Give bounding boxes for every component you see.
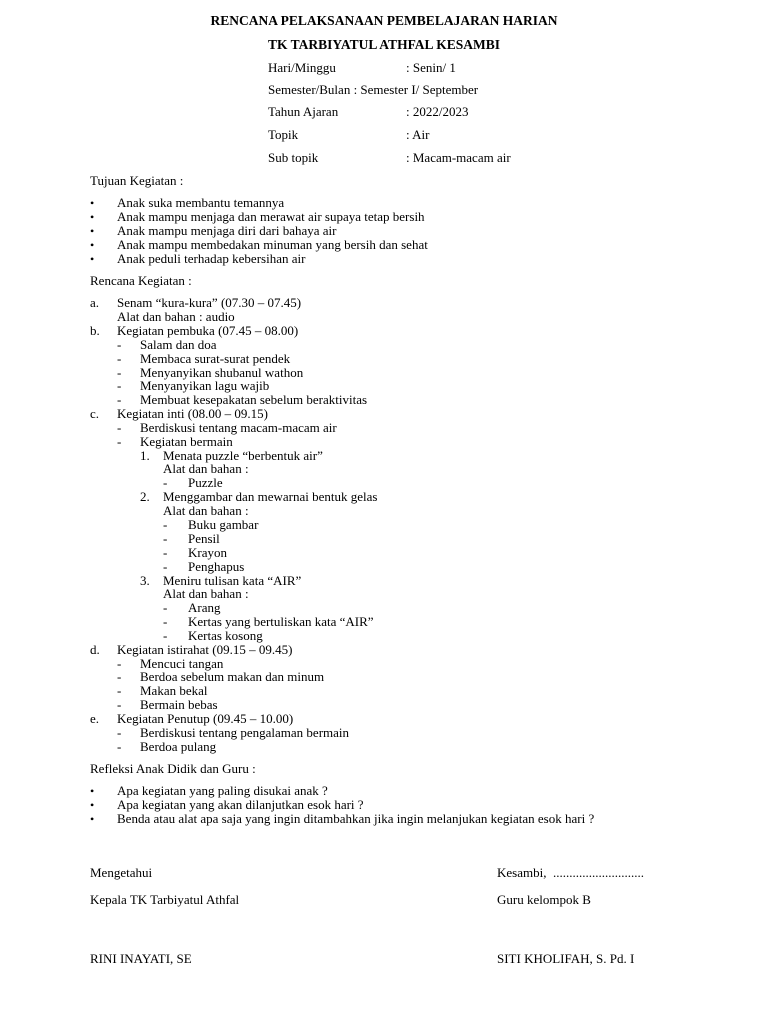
subtopik-label: Sub topik (268, 150, 319, 165)
activity-title: Senam “kura-kura” (07.30 – 07.45) (117, 295, 302, 310)
bullet-icon: • (90, 798, 95, 812)
bullet-icon: • (90, 210, 95, 224)
list-item: Makan bekal (140, 683, 208, 698)
activity-title: Kegiatan inti (08.00 – 09.15) (117, 406, 268, 421)
kepala-role: Kepala TK Tarbiyatul Athfal (90, 892, 240, 907)
dash-marker: - (163, 531, 168, 546)
school-name: TK TARBIYATUL ATHFAL KESAMBI (268, 37, 500, 52)
tujuan-item: Anak suka membantu temannya (117, 195, 285, 210)
refleksi-item: Apa kegiatan yang akan dilanjutkan esok hari ? (117, 797, 364, 812)
semester-line: Semester/Bulan : Semester I/ September (268, 82, 479, 97)
material-item: Puzzle (188, 475, 223, 490)
activity-material: Alat dan bahan : audio (117, 309, 235, 324)
list-marker: c. (90, 406, 100, 421)
dash-marker: - (163, 600, 168, 615)
rencana-heading: Rencana Kegiatan : (90, 273, 192, 288)
dash-marker: - (117, 683, 122, 698)
tujuan-heading: Tujuan Kegiatan : (90, 173, 184, 188)
material-item: Arang (188, 600, 221, 615)
material-item: Pensil (188, 531, 220, 546)
refleksi-item: Apa kegiatan yang paling disukai anak ? (117, 783, 328, 798)
dash-marker: - (117, 365, 122, 380)
place-date-line (497, 866, 644, 880)
dash-marker: - (163, 545, 168, 560)
list-marker: e. (90, 711, 100, 726)
sub-activity-title: Menggambar dan mewarnai bentuk gelas (163, 489, 378, 504)
list-marker: b. (90, 323, 100, 338)
list-item: Menyanyikan shubanul wathon (140, 365, 304, 380)
material-item: Buku gambar (188, 517, 259, 532)
refleksi-heading: Refleksi Anak Didik dan Guru : (90, 761, 256, 776)
activity-title: Kegiatan istirahat (09.15 – 09.45) (117, 642, 293, 657)
list-marker: 3. (140, 573, 150, 588)
material-item: Kertas yang bertuliskan kata “AIR” (188, 614, 374, 629)
mengetahui-label: Mengetahui (90, 865, 153, 880)
bullet-icon: • (90, 252, 95, 266)
list-marker: a. (90, 295, 100, 310)
topik-label: Topik (268, 127, 299, 142)
bullet-icon: • (90, 224, 95, 238)
list-item: Mencuci tangan (140, 656, 224, 671)
dash-marker: - (117, 378, 122, 393)
material-label: Alat dan bahan : (163, 503, 249, 518)
refleksi-item: Benda atau alat apa saja yang ingin ditambahkan jika ingin melanjukan kegiatan esok hari ? (117, 811, 595, 826)
list-item: Membuat kesepakatan sebelum beraktivitas (140, 392, 368, 407)
dash-marker: - (117, 725, 122, 740)
place-label: Kesambi, (497, 865, 547, 880)
list-item: Menyanyikan lagu wajib (140, 378, 270, 393)
dash-marker: - (117, 656, 122, 671)
bullet-icon: • (90, 238, 95, 252)
topik-value: : Air (406, 127, 430, 142)
dash-marker: - (163, 614, 168, 629)
bullet-icon: • (90, 196, 95, 210)
dash-marker: - (163, 517, 168, 532)
sub-activity-title: Meniru tulisan kata “AIR” (163, 573, 302, 588)
list-item: Salam dan doa (140, 337, 217, 352)
list-item: Berdiskusi tentang macam-macam air (140, 420, 337, 435)
dash-marker: - (117, 337, 122, 352)
list-item: Berdoa pulang (140, 739, 217, 754)
sub-activity-title: Menata puzzle “berbentuk air” (163, 448, 323, 463)
dash-marker: - (163, 559, 168, 574)
list-item: Berdoa sebelum makan dan minum (140, 669, 325, 684)
hari-value: : Senin/ 1 (406, 60, 456, 75)
document-title: RENCANA PELAKSANAAN PEMBELAJARAN HARIAN (210, 13, 558, 28)
tujuan-item: Anak mampu membedakan minuman yang bersih dan sehat (117, 237, 428, 252)
dash-marker: - (163, 475, 168, 490)
list-item: Berdiskusi tentang pengalaman bermain (140, 725, 350, 740)
list-marker: 1. (140, 448, 150, 463)
guru-name: SITI KHOLIFAH, S. Pd. I (497, 951, 635, 966)
bullet-icon: • (90, 784, 95, 798)
list-item: Kegiatan bermain (140, 434, 233, 449)
tujuan-item: Anak peduli terhadap kebersihan air (117, 251, 306, 266)
bullet-icon: • (90, 812, 95, 826)
dash-marker: - (117, 351, 122, 366)
tahun-value: : 2022/2023 (406, 104, 469, 119)
list-item: Membaca surat-surat pendek (140, 351, 291, 366)
date-blank: ............................ (552, 865, 644, 880)
guru-role: Guru kelompok B (497, 892, 591, 907)
material-item: Penghapus (188, 559, 245, 574)
activity-title: Kegiatan Penutup (09.45 – 10.00) (117, 711, 294, 726)
list-item: Bermain bebas (140, 697, 218, 712)
dash-marker: - (117, 392, 122, 407)
dash-marker: - (117, 739, 122, 754)
list-marker: 2. (140, 489, 150, 504)
activity-title: Kegiatan pembuka (07.45 – 08.00) (117, 323, 299, 338)
subtopik-value: : Macam-macam air (406, 150, 511, 165)
dash-marker: - (117, 434, 122, 449)
material-label: Alat dan bahan : (163, 461, 249, 476)
material-label: Alat dan bahan : (163, 586, 249, 601)
dash-marker: - (117, 420, 122, 435)
dash-marker: - (117, 697, 122, 712)
tujuan-item: Anak mampu menjaga diri dari bahaya air (117, 223, 337, 238)
hari-label: Hari/Minggu (268, 60, 336, 75)
kepala-name: RINI INAYATI, SE (90, 951, 192, 966)
tujuan-item: Anak mampu menjaga dan merawat air supaya tetap bersih (117, 209, 425, 224)
tahun-label: Tahun Ajaran (268, 104, 339, 119)
dash-marker: - (117, 669, 122, 684)
dash-marker: - (163, 628, 168, 643)
material-item: Kertas kosong (188, 628, 263, 643)
material-item: Krayon (188, 545, 227, 560)
list-marker: d. (90, 642, 100, 657)
